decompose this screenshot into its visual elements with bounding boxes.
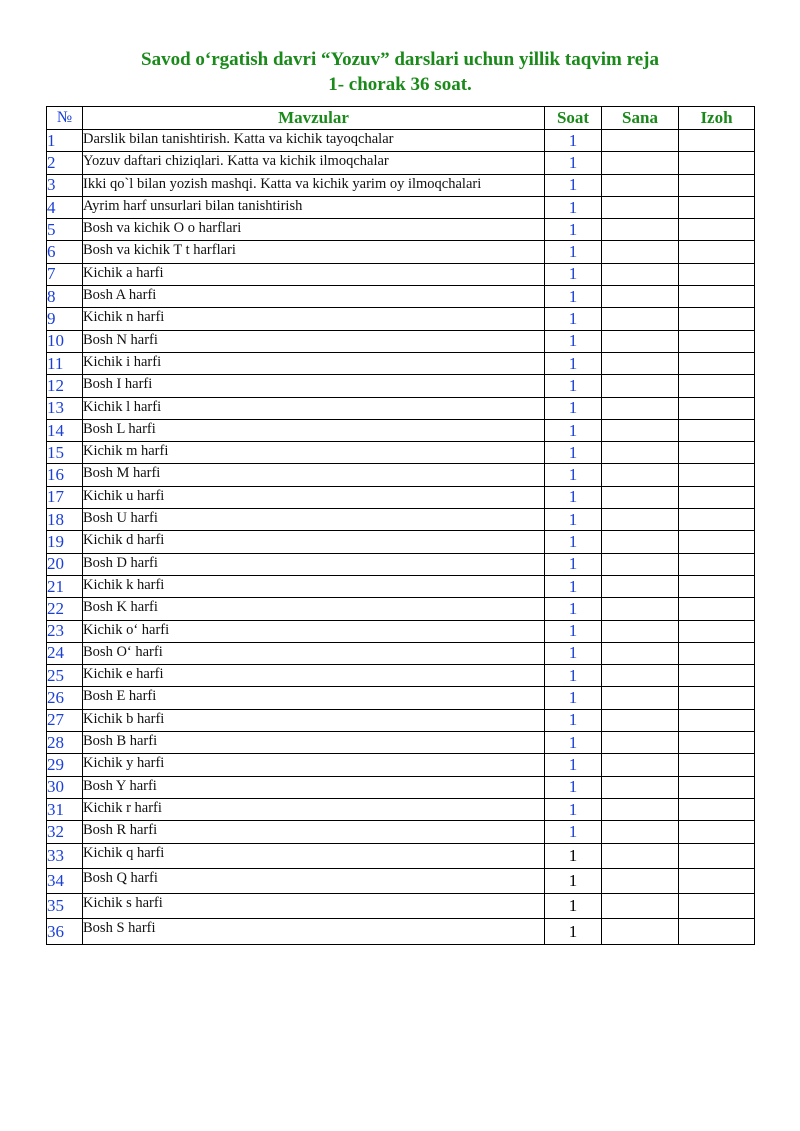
row-number: 13 — [47, 397, 83, 419]
row-number: 27 — [47, 709, 83, 731]
row-number: 16 — [47, 464, 83, 486]
table-row — [47, 464, 755, 486]
row-date-cell — [602, 553, 679, 575]
table-row — [47, 308, 755, 330]
row-number: 26 — [47, 687, 83, 709]
row-date-cell — [602, 509, 679, 531]
row-topic: Ayrim harf unsurlari bilan tanishtirish — [83, 196, 545, 218]
row-date-cell — [602, 486, 679, 508]
row-topic: Bosh K harfi — [83, 598, 545, 620]
row-number: 23 — [47, 620, 83, 642]
row-number: 36 — [47, 919, 83, 944]
row-note-cell — [679, 665, 755, 687]
row-number: 5 — [47, 219, 83, 241]
row-hours: 1 — [545, 553, 602, 575]
row-topic: Kichik s harfi — [83, 894, 545, 919]
row-topic: Ikki qo`l bilan yozish mashqi. Katta va kichik yarim oy ilmoqchalari — [83, 174, 545, 196]
row-number: 28 — [47, 732, 83, 754]
row-note-cell — [679, 196, 755, 218]
table-row — [47, 919, 755, 944]
row-note-cell — [679, 868, 755, 893]
row-hours: 1 — [545, 665, 602, 687]
table-row — [47, 575, 755, 597]
row-note-cell — [679, 509, 755, 531]
row-topic: Kichik r harfi — [83, 798, 545, 820]
row-number: 17 — [47, 486, 83, 508]
row-note-cell — [679, 843, 755, 868]
row-hours: 1 — [545, 709, 602, 731]
row-number: 33 — [47, 843, 83, 868]
row-number: 12 — [47, 375, 83, 397]
row-date-cell — [602, 286, 679, 308]
row-date-cell — [602, 241, 679, 263]
row-date-cell — [602, 598, 679, 620]
row-note-cell — [679, 598, 755, 620]
table-body — [47, 130, 755, 945]
row-date-cell — [602, 263, 679, 285]
row-hours: 1 — [545, 397, 602, 419]
row-hours: 1 — [545, 419, 602, 441]
table-row — [47, 642, 755, 664]
table-row — [47, 709, 755, 731]
row-topic: Bosh va kichik T t harflari — [83, 241, 545, 263]
table-row — [47, 419, 755, 441]
table-row — [47, 821, 755, 843]
row-date-cell — [602, 776, 679, 798]
header-number: № — [47, 107, 83, 130]
row-date-cell — [602, 754, 679, 776]
row-hours: 1 — [545, 642, 602, 664]
row-topic: Bosh S harfi — [83, 919, 545, 944]
table-row — [47, 509, 755, 531]
row-note-cell — [679, 575, 755, 597]
row-date-cell — [602, 821, 679, 843]
row-number: 34 — [47, 868, 83, 893]
row-note-cell — [679, 442, 755, 464]
header-note: Izoh — [679, 107, 755, 130]
row-number: 3 — [47, 174, 83, 196]
row-hours: 1 — [545, 330, 602, 352]
row-note-cell — [679, 798, 755, 820]
row-note-cell — [679, 687, 755, 709]
row-topic: Kichik y harfi — [83, 754, 545, 776]
row-date-cell — [602, 843, 679, 868]
row-topic: Kichik a harfi — [83, 263, 545, 285]
table-row — [47, 152, 755, 174]
table-row — [47, 330, 755, 352]
row-note-cell — [679, 620, 755, 642]
row-note-cell — [679, 241, 755, 263]
table-row — [47, 486, 755, 508]
row-topic: Bosh Y harfi — [83, 776, 545, 798]
row-topic: Kichik d harfi — [83, 531, 545, 553]
row-hours: 1 — [545, 375, 602, 397]
table-row — [47, 397, 755, 419]
table-row — [47, 894, 755, 919]
row-hours: 1 — [545, 442, 602, 464]
row-number: 8 — [47, 286, 83, 308]
row-note-cell — [679, 174, 755, 196]
row-topic: Bosh Q harfi — [83, 868, 545, 893]
row-number: 2 — [47, 152, 83, 174]
row-topic: Kichik u harfi — [83, 486, 545, 508]
table-row — [47, 375, 755, 397]
row-hours: 1 — [545, 352, 602, 374]
table-row — [47, 531, 755, 553]
row-hours: 1 — [545, 776, 602, 798]
row-number: 10 — [47, 330, 83, 352]
row-note-cell — [679, 397, 755, 419]
row-hours: 1 — [545, 843, 602, 868]
row-date-cell — [602, 397, 679, 419]
row-hours: 1 — [545, 620, 602, 642]
row-date-cell — [602, 442, 679, 464]
row-number: 15 — [47, 442, 83, 464]
row-topic: Bosh I harfi — [83, 375, 545, 397]
row-topic: Darslik bilan tanishtirish. Katta va kichik tayoqchalar — [83, 130, 545, 152]
row-topic: Bosh N harfi — [83, 330, 545, 352]
row-topic: Bosh L harfi — [83, 419, 545, 441]
row-topic: Bosh B harfi — [83, 732, 545, 754]
row-date-cell — [602, 709, 679, 731]
row-hours: 1 — [545, 286, 602, 308]
row-hours: 1 — [545, 263, 602, 285]
row-date-cell — [602, 196, 679, 218]
row-date-cell — [602, 798, 679, 820]
table-row — [47, 241, 755, 263]
row-note-cell — [679, 709, 755, 731]
row-number: 18 — [47, 509, 83, 531]
row-note-cell — [679, 642, 755, 664]
row-topic: Kichik o‘ harfi — [83, 620, 545, 642]
row-number: 9 — [47, 308, 83, 330]
row-topic: Bosh E harfi — [83, 687, 545, 709]
row-number: 32 — [47, 821, 83, 843]
row-date-cell — [602, 375, 679, 397]
row-hours: 1 — [545, 241, 602, 263]
table-row — [47, 286, 755, 308]
row-note-cell — [679, 919, 755, 944]
row-note-cell — [679, 419, 755, 441]
row-note-cell — [679, 464, 755, 486]
row-topic: Bosh U harfi — [83, 509, 545, 531]
row-hours: 1 — [545, 732, 602, 754]
row-topic: Bosh R harfi — [83, 821, 545, 843]
row-hours: 1 — [545, 575, 602, 597]
header-hours: Soat — [545, 107, 602, 130]
table-row — [47, 776, 755, 798]
row-date-cell — [602, 575, 679, 597]
row-note-cell — [679, 152, 755, 174]
table-row — [47, 798, 755, 820]
row-topic: Bosh D harfi — [83, 553, 545, 575]
row-number: 35 — [47, 894, 83, 919]
row-number: 1 — [47, 130, 83, 152]
row-number: 19 — [47, 531, 83, 553]
table-row — [47, 174, 755, 196]
table-row — [47, 843, 755, 868]
table-row — [47, 665, 755, 687]
row-topic: Kichik q harfi — [83, 843, 545, 868]
calendar-plan-table — [46, 106, 755, 945]
row-hours: 1 — [545, 821, 602, 843]
row-number: 21 — [47, 575, 83, 597]
row-number: 25 — [47, 665, 83, 687]
row-note-cell — [679, 219, 755, 241]
row-number: 31 — [47, 798, 83, 820]
table-row — [47, 598, 755, 620]
row-hours: 1 — [545, 152, 602, 174]
row-date-cell — [602, 130, 679, 152]
row-hours: 1 — [545, 219, 602, 241]
header-date: Sana — [602, 107, 679, 130]
row-date-cell — [602, 732, 679, 754]
row-topic: Yozuv daftari chiziqlari. Katta va kichik ilmoqchalar — [83, 152, 545, 174]
row-note-cell — [679, 263, 755, 285]
row-number: 30 — [47, 776, 83, 798]
row-hours: 1 — [545, 196, 602, 218]
row-number: 4 — [47, 196, 83, 218]
row-date-cell — [602, 352, 679, 374]
table-row — [47, 130, 755, 152]
row-hours: 1 — [545, 464, 602, 486]
row-date-cell — [602, 174, 679, 196]
row-hours: 1 — [545, 894, 602, 919]
row-topic: Bosh O‘ harfi — [83, 642, 545, 664]
row-topic: Kichik e harfi — [83, 665, 545, 687]
row-number: 22 — [47, 598, 83, 620]
row-date-cell — [602, 308, 679, 330]
row-note-cell — [679, 375, 755, 397]
table-row — [47, 732, 755, 754]
table-row — [47, 219, 755, 241]
row-note-cell — [679, 821, 755, 843]
row-hours: 1 — [545, 868, 602, 893]
row-date-cell — [602, 330, 679, 352]
row-date-cell — [602, 642, 679, 664]
row-topic: Bosh M harfi — [83, 464, 545, 486]
row-number: 7 — [47, 263, 83, 285]
row-date-cell — [602, 894, 679, 919]
row-note-cell — [679, 894, 755, 919]
row-note-cell — [679, 286, 755, 308]
row-hours: 1 — [545, 687, 602, 709]
row-date-cell — [602, 919, 679, 944]
row-note-cell — [679, 330, 755, 352]
row-topic: Bosh va kichik O o harflari — [83, 219, 545, 241]
row-date-cell — [602, 464, 679, 486]
row-date-cell — [602, 665, 679, 687]
table-row — [47, 196, 755, 218]
row-date-cell — [602, 152, 679, 174]
row-topic: Kichik l harfi — [83, 397, 545, 419]
table-row — [47, 868, 755, 893]
row-number: 20 — [47, 553, 83, 575]
table-row — [47, 263, 755, 285]
row-number: 24 — [47, 642, 83, 664]
row-topic: Kichik b harfi — [83, 709, 545, 731]
row-date-cell — [602, 687, 679, 709]
row-topic: Kichik i harfi — [83, 352, 545, 374]
row-hours: 1 — [545, 486, 602, 508]
table-row — [47, 754, 755, 776]
row-note-cell — [679, 130, 755, 152]
row-date-cell — [602, 620, 679, 642]
row-note-cell — [679, 531, 755, 553]
row-date-cell — [602, 419, 679, 441]
table-header-row — [47, 107, 755, 130]
row-hours: 1 — [545, 531, 602, 553]
table-row — [47, 553, 755, 575]
row-hours: 1 — [545, 130, 602, 152]
row-hours: 1 — [545, 754, 602, 776]
row-note-cell — [679, 732, 755, 754]
row-hours: 1 — [545, 598, 602, 620]
row-topic: Kichik m harfi — [83, 442, 545, 464]
row-note-cell — [679, 553, 755, 575]
row-hours: 1 — [545, 308, 602, 330]
table-row — [47, 352, 755, 374]
row-hours: 1 — [545, 798, 602, 820]
row-hours: 1 — [545, 174, 602, 196]
row-number: 6 — [47, 241, 83, 263]
header-topics: Mavzular — [83, 107, 545, 130]
document-title: Savod o‘rgatish davri “Yozuv” darslari uchun yillik taqvim reja — [141, 49, 659, 70]
row-date-cell — [602, 219, 679, 241]
row-number: 11 — [47, 352, 83, 374]
row-number: 14 — [47, 419, 83, 441]
row-topic: Kichik n harfi — [83, 308, 545, 330]
row-number: 29 — [47, 754, 83, 776]
row-date-cell — [602, 868, 679, 893]
table-row — [47, 687, 755, 709]
row-note-cell — [679, 352, 755, 374]
row-note-cell — [679, 308, 755, 330]
row-note-cell — [679, 754, 755, 776]
row-date-cell — [602, 531, 679, 553]
row-note-cell — [679, 486, 755, 508]
row-topic: Kichik k harfi — [83, 575, 545, 597]
document-subtitle: 1- chorak 36 soat. — [328, 74, 472, 95]
row-topic: Bosh A harfi — [83, 286, 545, 308]
table-row — [47, 620, 755, 642]
row-hours: 1 — [545, 509, 602, 531]
table-row — [47, 442, 755, 464]
row-hours: 1 — [545, 919, 602, 944]
row-note-cell — [679, 776, 755, 798]
